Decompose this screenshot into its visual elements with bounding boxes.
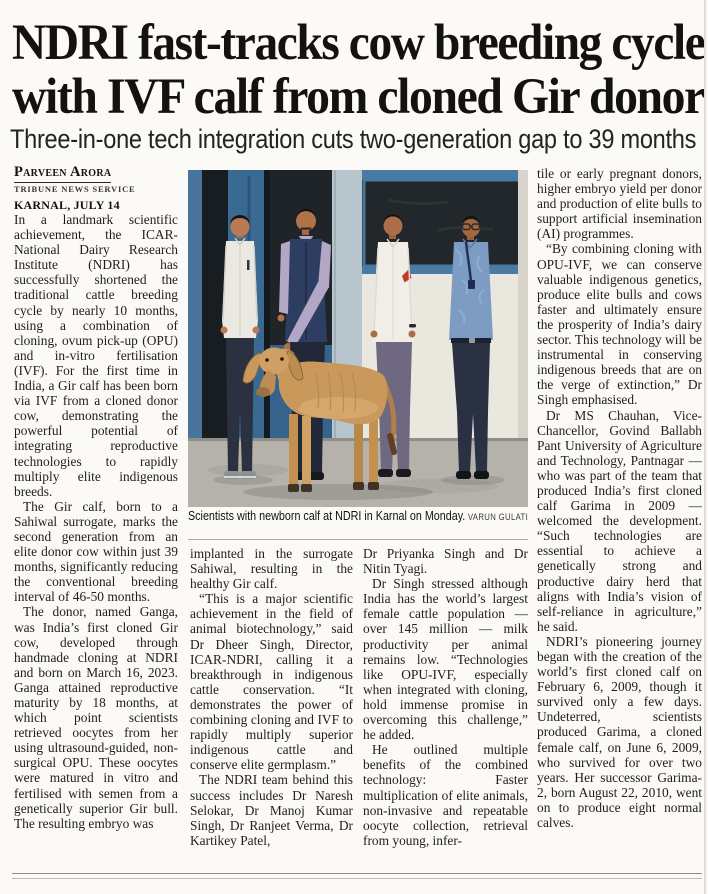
body-paragraph: The NDRI team behind this success includes Dr Naresh Selokar, Dr Manoj Kumar Singh, Dr Ranjeet Verma, Dr Kartikey Patel, <box>190 772 353 848</box>
pocket-pen <box>247 260 250 270</box>
byline-author: Parveen Arora <box>14 164 111 183</box>
body-paragraph: tile or early pregnant donors, higher embryo yield per donor and production of elite bulls to support artificial insemination (AI) programmes. <box>537 166 702 242</box>
blue-shirt <box>449 242 493 340</box>
article-photo <box>188 170 528 507</box>
body-paragraph: NDRI’s pioneering journey began with the creation of the world’s first cloned calf on February 6, 2009, though it survived only a few days. Undeterred, scientists produced Garima, a cloned female calf, on June 6, 2009, who survived for over two years. Her successor Garima-2, born August 22, 2010, went on to produce eight normal calves. <box>537 633 702 831</box>
body-paragraph: He outlined multiple benefits of the combined technology: Faster multiplication of elite animals, non-invasive and repeatable oocyte collection, retrieval from young, infer- <box>363 742 528 848</box>
body-paragraph: Dr Priyanka Singh and Dr Nitin Tyagi. <box>363 546 528 577</box>
article-column-2 <box>190 546 353 864</box>
article-headline <box>12 16 704 124</box>
caption-text: Scientists with newborn calf at NDRI in Karnal on Monday. <box>188 509 466 523</box>
body-paragraph: Dr MS Chauhan, Vice-Chancellor, Govind Ballabh Pant University of Agriculture and Technology, Pantnagar — who was part of the team that produced India’s first cloned calf Garima in 2009 — welcomed the development. “Such technologies are essential to achieve a genetically strong and productive dairy herd that aligns with India’s vision of self-reliance in agriculture,” he said. <box>537 407 702 634</box>
headline-line-2: with IVF calf from cloned Gir donor <box>12 69 704 125</box>
headline-line-1: NDRI fast-tracks cow breeding cycle <box>12 15 705 71</box>
mustache <box>301 228 312 230</box>
door-frame <box>188 170 202 442</box>
body-paragraph: “By combining cloning with OPU-IVF, we can conserve valuable indigenous genetics, produce elite bulls and cows faster and ultimately ensure the prosperity of India’s dairy sector. This technology will be instrumental in conserving indigenous breeds that are on the verge of extinction,” Dr Singh emphasised. <box>537 241 702 408</box>
byline-agency: TRIBUNE NEWS SERVICE <box>14 184 136 194</box>
body-paragraph: In a landmark scientific achievement, the ICAR-National Dairy Research Institute (NDRI) has successfully shortened the traditional cattle breeding cycle by nearly 10 months, using a combination of cloning, ovum pick-up (OPU) and in-vitro fertilisation (IVF). For the first time in India, a Gir calf has been born via IVF from a cloned donor cow, demonstrating the powerful potential of integrating reproductive technologies to rapidly multiply elite indigenous breeds. <box>14 212 178 499</box>
body-paragraph: The donor, named Ganga, was India’s first cloned Gir cow, developed through handmade cloning at NDRI and born on March 16, 2023. Ganga attained reproductive maturity by 18 months, at which point scientists retrieved oocytes from her using ultrasound-guided, non-surgical OPU. These oocytes were matured in vitro and fertilised with semen from a genetically superior Gir bull. The resulting embryo was <box>14 604 178 831</box>
hoof <box>353 482 364 490</box>
body-paragraph: Dr Singh stressed although India has the world’s largest female cattle population — over 145 million — milk productivity per animal remains low. “Technologies like OPU-IVF, especially when integrated with cloning, hold immense promise in overcoming this challenge,” he added. <box>363 576 528 743</box>
photo-caption <box>188 509 529 523</box>
article-column-3 <box>363 546 528 864</box>
photo-credit: VARUN GULATI <box>467 512 529 522</box>
calf-head <box>259 348 289 375</box>
bottom-divider <box>12 873 702 879</box>
article-subhead: Three-in-one tech integration cuts two-generation gap to 39 months <box>10 124 697 154</box>
hoof <box>368 482 379 490</box>
body-paragraph: implanted in the surrogate Sahiwal, resulting in the healthy Gir calf. <box>190 546 353 592</box>
article-column-4 <box>537 166 702 864</box>
article-column-1 <box>14 212 178 864</box>
dateline: KARNAL, JULY 14 <box>14 198 120 212</box>
photo-illustration <box>188 170 528 507</box>
caption-divider <box>188 539 528 540</box>
hoof <box>288 484 299 492</box>
hoof <box>301 484 312 492</box>
wristwatch <box>409 324 416 328</box>
body-paragraph: The Gir calf, born to a Sahiwal surrogate, marks the second generation from an elite donor cow within just 39 months, significantly reducing the conventional breeding interval of 46-50 months. <box>14 498 178 605</box>
body-paragraph: “This is a major scientific achievement in the field of animal biotechnology,” said Dr Dheer Singh, Director, ICAR-NDRI, calling it a breakthrough in indigenous cattle conservation. “It demonstrates the power of combining cloning and IVF to rapidly multiply superior indigenous cattle and conserve elite germplasm.” <box>190 591 353 773</box>
